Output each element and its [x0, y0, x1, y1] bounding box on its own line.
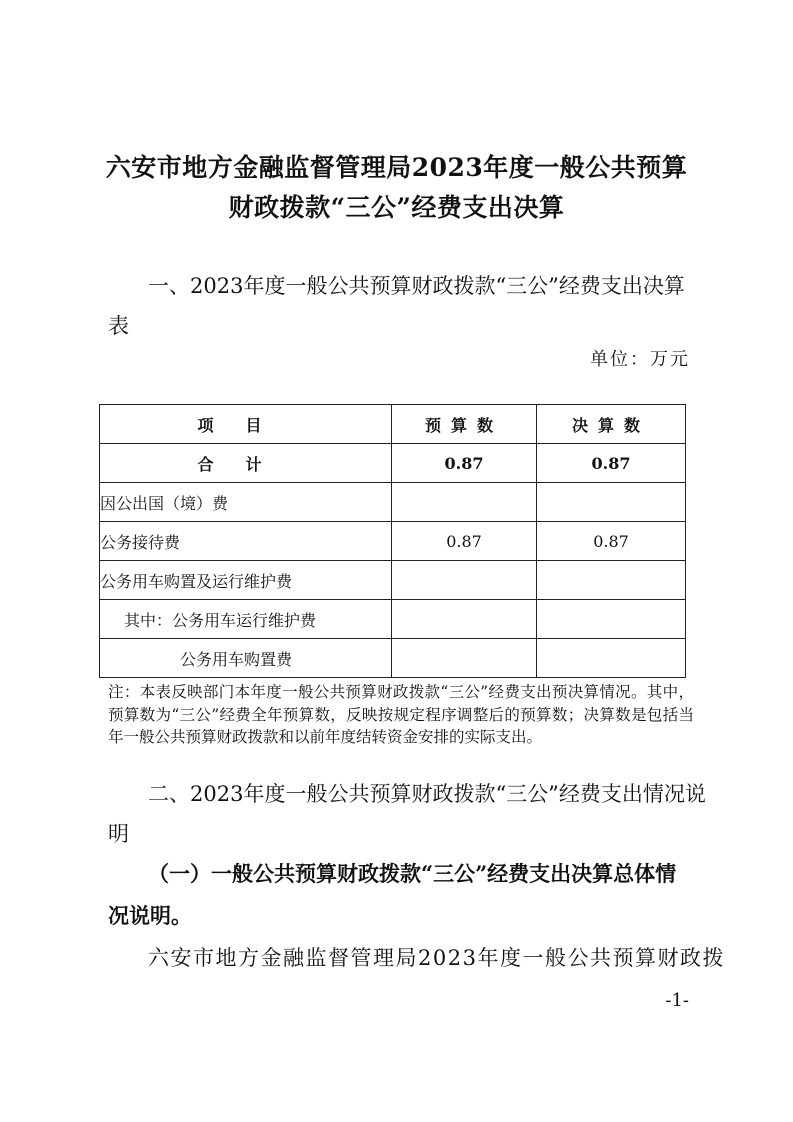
row-name: 合计: [100, 444, 392, 483]
table-row: [100, 483, 686, 522]
row-name: 公务接待费: [100, 522, 392, 561]
row-budget: [392, 639, 537, 678]
row-name: 公务用车购置及运行维护费: [100, 561, 392, 600]
row-budget: [392, 561, 537, 600]
document-title-line-2: 财政拨款“三公”经费支出决算: [228, 193, 565, 222]
row-budget: 0.87: [392, 522, 537, 561]
table-row-total: [100, 444, 686, 483]
row-budget: [392, 600, 537, 639]
row-final: [537, 600, 686, 639]
row-name: 公务用车购置费: [100, 639, 392, 678]
body-paragraph: 六安市地方金融监督管理局2023年度一般公共预算财政拨: [148, 946, 725, 970]
section-1-heading: 一、2023年度一般公共预算财政拨款“三公”经费支出决算: [148, 274, 685, 298]
unit-label: 单位：万元: [590, 349, 690, 370]
three-public-expenses-table: [99, 404, 686, 678]
page-number: -1-: [665, 990, 689, 1011]
row-final: [537, 561, 686, 600]
row-name: 因公出国（境）费: [100, 483, 392, 522]
table-header-row: [100, 405, 686, 444]
subsection-1-heading: （一）一般公共预算财政拨款“三公”经费支出决算总体情: [148, 861, 677, 886]
row-budget: [392, 483, 537, 522]
row-final: [537, 483, 686, 522]
subsection-1-heading-continuation: 况说明。: [108, 903, 192, 928]
header-final: 决算数: [537, 405, 686, 444]
table-row: [100, 522, 686, 561]
header-budget: 预算数: [392, 405, 537, 444]
section-1-heading-continuation: 表: [108, 314, 129, 338]
row-name: 其中：公务用车运行维护费: [100, 600, 392, 639]
table-row: [100, 600, 686, 639]
section-2-heading-continuation: 明: [108, 822, 129, 846]
row-final: [537, 639, 686, 678]
section-2-heading: 二、2023年度一般公共预算财政拨款“三公”经费支出情况说: [148, 782, 706, 806]
table-row: [100, 561, 686, 600]
table-row: [100, 639, 686, 678]
row-final: 0.87: [537, 444, 686, 483]
row-budget: 0.87: [392, 444, 537, 483]
document-title-line-1: 六安市地方金融监督管理局2023年度一般公共预算: [105, 153, 688, 182]
header-item: 项目: [100, 405, 392, 444]
row-final: 0.87: [537, 522, 686, 561]
table-note: 注：本表反映部门本年度一般公共预算财政拨款“三公”经费支出预决算情况。其中，预算数为“三公”经费全年预算数，反映按规定程序调整后的预算数；决算数是包括当年一般公共预算财政拨款和以前年度结转资金安排的实际支出。: [108, 683, 694, 746]
